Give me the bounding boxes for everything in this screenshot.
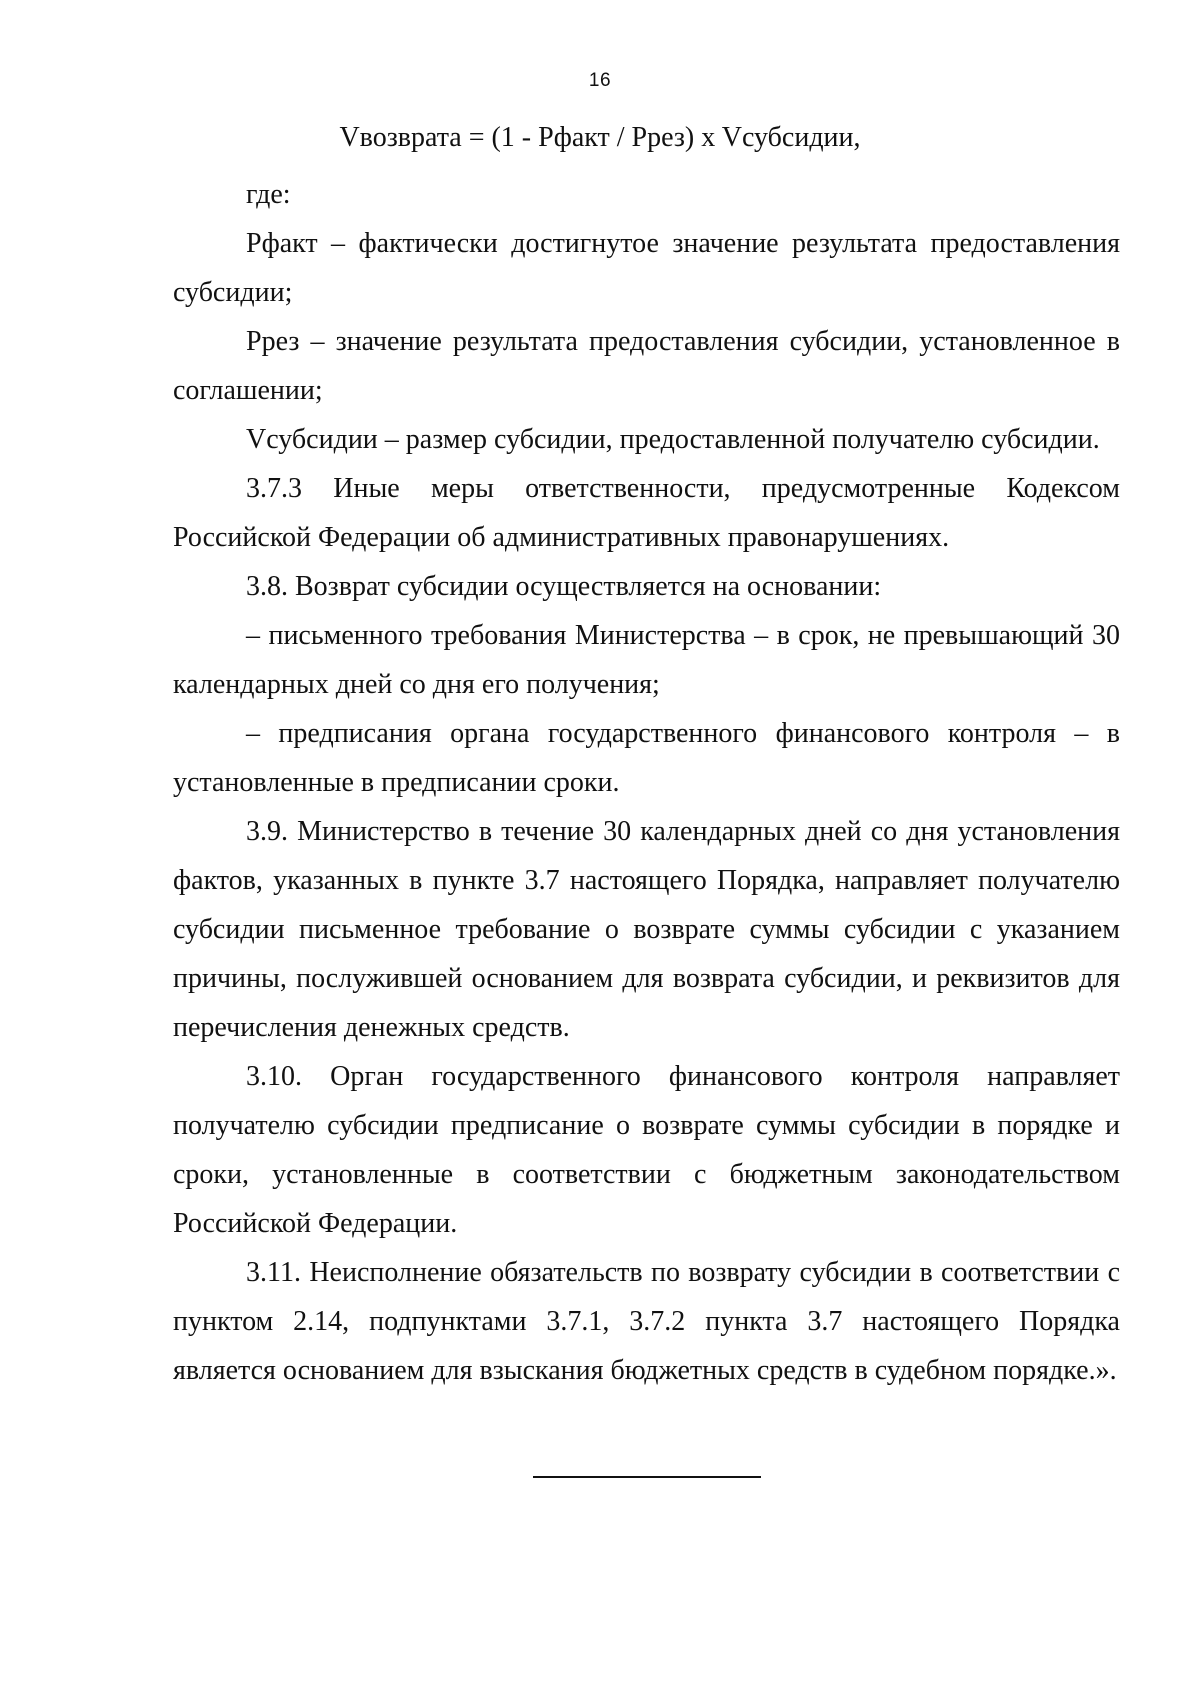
paragraph-3-9: 3.9. Министерство в течение 30 календарных дней со дня установления фактов, указанных в пункте 3.7 настоящего Порядка, направляет получателю субсидии письменное требование о возврате суммы субсидии с указанием причины, послужившей основанием для возврата субсидии, и реквизитов для перечисления денежных средств. <box>173 816 1120 1043</box>
document-body <box>173 170 1120 1395</box>
paragraph-3-11: 3.11. Неисполнение обязательств по возврату субсидии в соответствии с пунктом 2.14, подпунктами 3.7.1, 3.7.2 пункта 3.7 настоящего Порядка является основанием для взыскания бюджетных средств в судебном порядке.». <box>173 1257 1120 1386</box>
paragraph-control-order: – предписания органа государственного финансового контроля – в установленные в предписании сроки. <box>173 718 1120 798</box>
paragraph-3-7-3: 3.7.3 Иные меры ответственности, предусмотренные Кодексом Российской Федерации об административных правонарушениях. <box>173 473 1120 553</box>
paragraph-prez-definition: Pрез – значение результата предоставления субсидии, установленное в соглашении; <box>173 326 1120 406</box>
page-number: 16 <box>588 70 612 91</box>
paragraph-3-10: 3.10. Орган государственного финансового контроля направляет получателю субсидии предписание о возврате суммы субсидии в порядке и сроки, установленные в соответствии с бюджетным законодательством Российской Федерации. <box>173 1061 1120 1239</box>
paragraph-where: где: <box>246 179 291 210</box>
end-separator-line <box>533 1476 761 1478</box>
formula: Vвозврата = (1 - Pфакт / Pрез) x Vсубсидии, <box>339 122 861 153</box>
paragraph-vsubsidy-definition: Vсубсидии – размер субсидии, предоставленной получателю субсидии. <box>246 424 1100 455</box>
paragraph-written-demand: – письменного требования Министерства – в срок, не превышающий 30 календарных дней со дня его получения; <box>173 620 1120 700</box>
paragraph-pfact-definition: Pфакт – фактически достигнутое значение результата предоставления субсидии; <box>173 228 1120 308</box>
paragraph-3-8: 3.8. Возврат субсидии осуществляется на основании: <box>246 571 882 602</box>
